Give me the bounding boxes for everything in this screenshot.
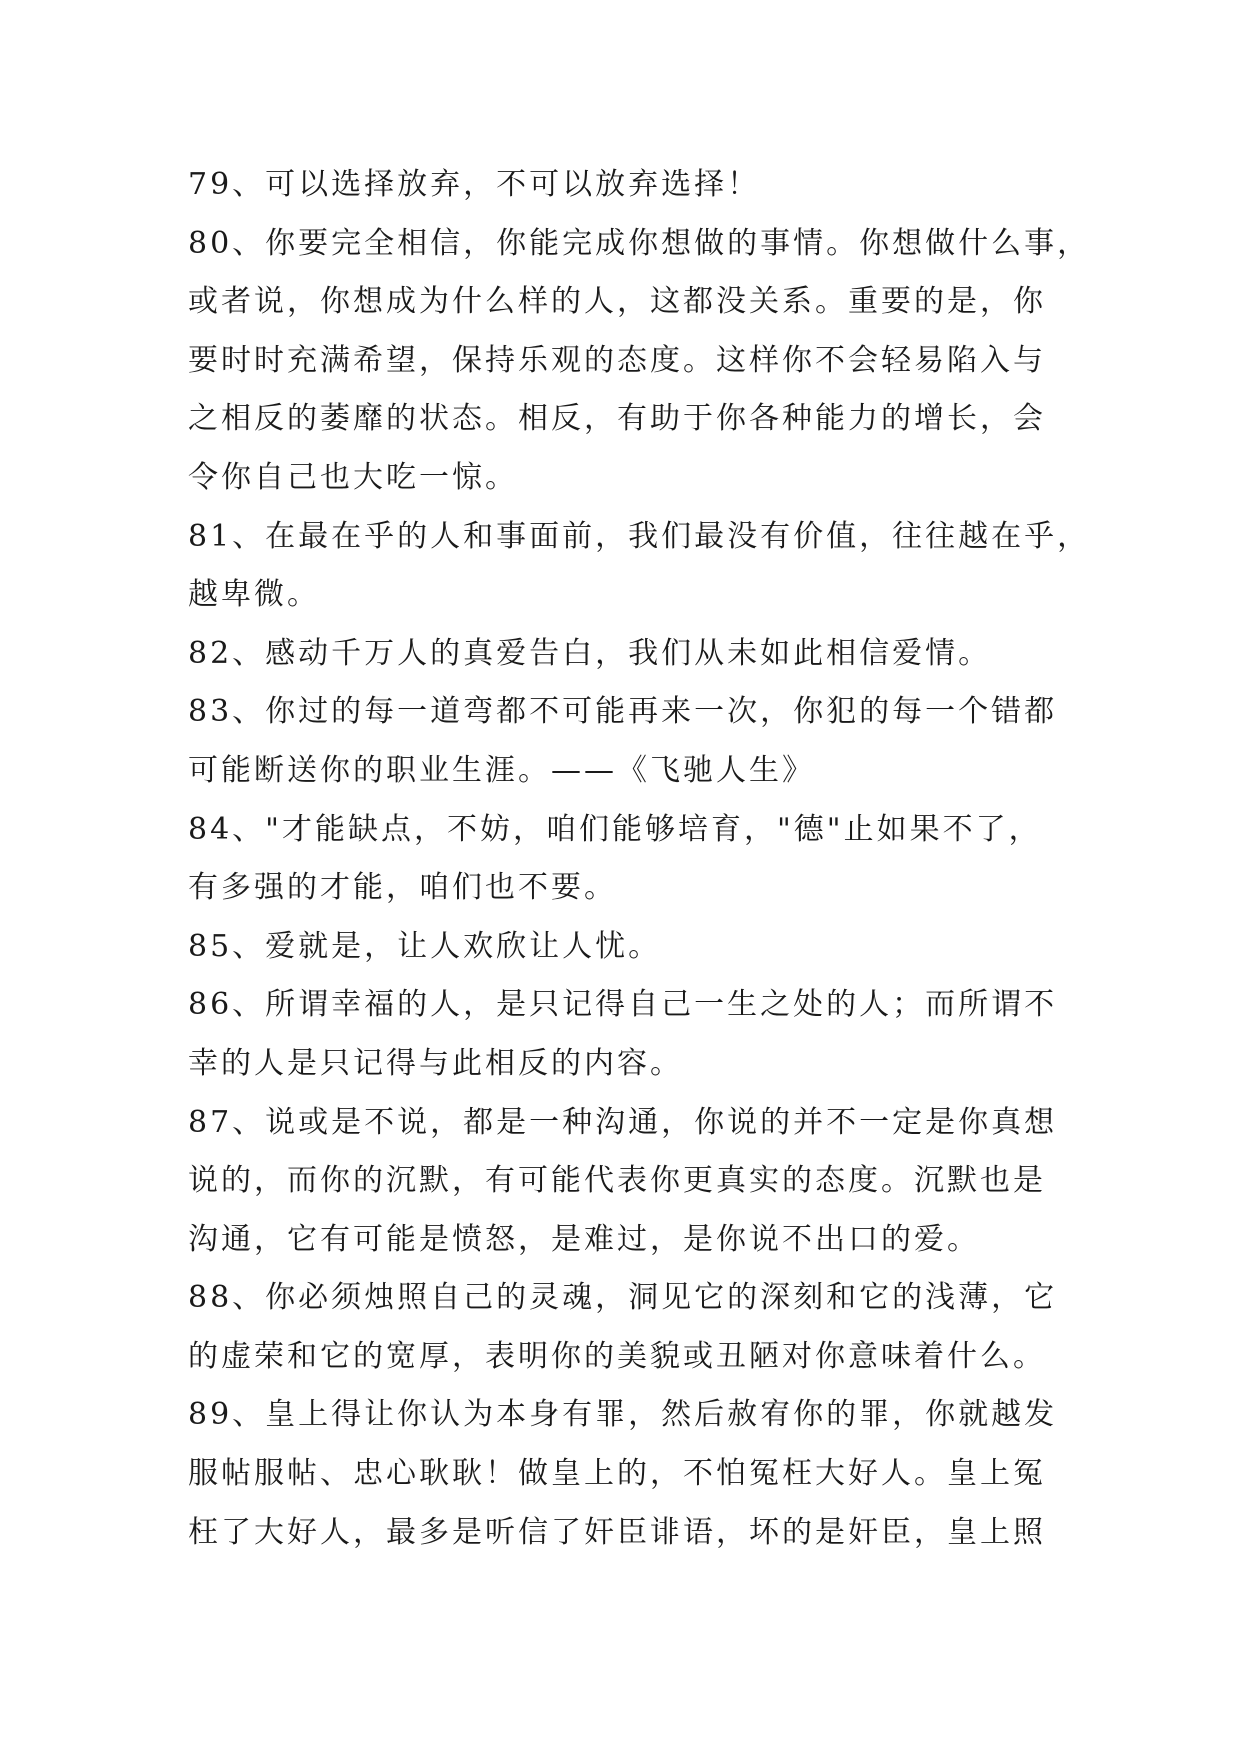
text-line: 85、爱就是，让人欢欣让人忧。 xyxy=(188,928,662,964)
text-line: 有多强的才能，咱们也不要。 xyxy=(188,870,617,906)
text-line: 83、你过的每一道弯都不可能再来一次，你犯的每一个错都 xyxy=(188,694,1058,730)
text-line: 枉了大好人，最多是听信了奸臣诽语，坏的是奸臣，皇上照 xyxy=(188,1514,1046,1550)
text-line: 79、可以选择放弃，不可以放弃选择！ xyxy=(188,167,761,202)
text-line: 要时时充满希望，保持乐观的态度。这样你不会轻易陷入与 xyxy=(188,342,1046,378)
text-line: 81、在最在乎的人和事面前，我们最没有价值，往往越在乎， xyxy=(188,518,1091,554)
text-line: 88、你必须烛照自己的灵魂，洞见它的深刻和它的浅薄，它 xyxy=(188,1280,1058,1316)
text-line: 说的，而你的沉默，有可能代表你更真实的态度。沉默也是 xyxy=(188,1163,1046,1199)
text-line: 之相反的萎靡的状态。相反，有助于你各种能力的增长，会 xyxy=(188,401,1046,437)
text-line: 86、所谓幸福的人，是只记得自己一生之处的人；而所谓不 xyxy=(188,987,1058,1023)
text-line: 84、"才能缺点，不妨，咱们能够培育，"德"止如果不了， xyxy=(188,811,1042,847)
text-line: 82、感动千万人的真爱告白，我们从未如此相信爱情。 xyxy=(188,635,992,671)
text-line: 令你自己也大吃一惊。 xyxy=(188,459,518,495)
text-line: 87、说或是不说，都是一种沟通，你说的并不一定是你真想 xyxy=(188,1104,1058,1140)
text-line: 服帖服帖、忠心耿耿！做皇上的，不怕冤枉大好人。皇上冤 xyxy=(188,1456,1046,1492)
document-body xyxy=(188,156,1091,1562)
text-line: 的虚荣和它的宽厚，表明你的美貌或丑陋对你意味着什么。 xyxy=(188,1338,1046,1374)
text-line: 越卑微。 xyxy=(188,577,320,613)
text-line: 沟通，它有可能是愤怒，是难过，是你说不出口的爱。 xyxy=(188,1221,980,1257)
text-line: 89、皇上得让你认为本身有罪，然后赦宥你的罪，你就越发 xyxy=(188,1397,1058,1433)
text-line: 或者说，你想成为什么样的人，这都没关系。重要的是，你 xyxy=(188,284,1046,320)
text-line: 幸的人是只记得与此相反的内容。 xyxy=(188,1045,683,1081)
text-line: 80、你要完全相信，你能完成你想做的事情。你想做什么事， xyxy=(188,225,1091,261)
text-line: 可能断送你的职业生涯。——《飞驰人生》 xyxy=(188,752,815,788)
